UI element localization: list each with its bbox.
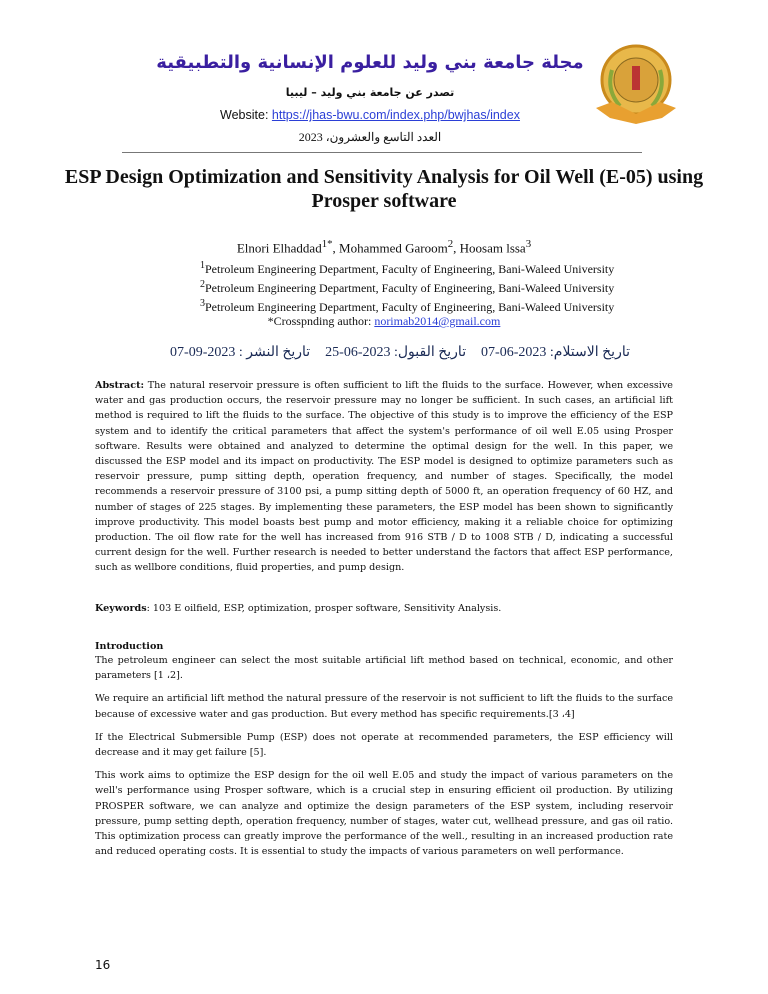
- intro-paragraph: We require an artificial lift method the natural pressure of the reservoir is not sufficient to lift the fluids to the surface because of excessive water and gas production. But every method has specific requirements.[3 ،4]: [95, 693, 673, 720]
- aff-text: Petroleum Engineering Department, Faculty of Engineering, Bani-Waleed University: [205, 262, 615, 276]
- website-line: [120, 108, 620, 122]
- keywords-text: : 103 E oilfield, ESP, optimization, prosper software, Sensitivity Analysis.: [146, 603, 502, 614]
- aff-text: Petroleum Engineering Department, Faculty of Engineering, Bani-Waleed University: [205, 281, 615, 295]
- university-logo: [592, 40, 680, 132]
- affiliation: [200, 296, 614, 315]
- dates-row: [170, 344, 630, 361]
- journal-title: مجلة جامعة بني وليد للعلوم الإنسانية والتطبيقية: [156, 52, 584, 73]
- keywords-label: Keywords: [95, 603, 147, 614]
- intro-paragraph: This work aims to optimize the ESP design for the oil well E.05 and study the impact of various parameters on the well's performance using Prosper software, which is a crucial step in ensuring efficient oil production. By utilizing PROSPER software, we can analyze and optimize the design parameters of the ESP system, including reservoir pressure, pump setting depth, operation frequency, number of stages, water cut, wellhead pressure, and gas oil ratio. This optimization process can greatly improve the performance of the well., resulting in an increased production rate and reduced operating costs. It is essential to study the impacts of various parameters on well performance.: [95, 770, 673, 858]
- author-name: Elnori Elhaddad: [236, 240, 322, 256]
- author-sup: 1*: [321, 238, 333, 250]
- date-received: تاريخ الاستلام: 2023-06-07: [481, 345, 630, 360]
- date-accepted: تاريخ القبول: 2023-06-25: [325, 345, 467, 360]
- corr-email-link[interactable]: norimab2014@gmail.com: [374, 314, 501, 328]
- author-sup: 2: [447, 238, 454, 250]
- keywords: [95, 601, 673, 616]
- affiliation: [200, 277, 614, 296]
- corr-label: *Crosspnding author:: [267, 314, 372, 328]
- author-list: Elnori Elhaddad$^{1*}$, Mohammed Garoom$^2$, Hoosam lssa$^3$: [236, 238, 532, 256]
- intro-paragraph: The petroleum engineer can select the most suitable artificial lift method based on technical, economic, and other parameters [1 ،2].: [95, 655, 673, 682]
- abstract: [95, 378, 673, 576]
- corresponding-author: [60, 314, 708, 329]
- affiliations: [200, 258, 614, 315]
- website-label: Website:: [220, 108, 269, 122]
- author-sup: 3: [525, 238, 532, 250]
- date-published: تاريخ النشر : 2023-09-07: [170, 345, 311, 360]
- intro-paragraph: If the Electrical Submersible Pump (ESP) does not operate at recommended parameters, the ESP efficiency will decrease and it may get failure [5].: [95, 731, 673, 759]
- website-link[interactable]: https://jhas-bwu.com/index.php/bwjhas/index: [271, 108, 520, 122]
- author-name: Mohammed Garoom: [339, 240, 448, 256]
- affiliation: [200, 258, 614, 277]
- abstract-text: The natural reservoir pressure is often sufficient to lift the fluids to the surface. However, when excessive water and gas production occurs, the reservoir pressure may no longer be sufficient. In such cases, an artificial lift method is required to lift the fluids to the surface. The objective of this study is to improve the efficiency of the ESP system and to identify the critical parameters that affect the system's performance of oil well E.05 using Prosper software. Results were obtained and analyzed to determine the optimal design for the well. In this paper, we discussed the ESP model and its impact on productivity. The ESP model is designed to optimize parameters such as reservoir pressure, pump sitting depth, operation frequency, and number of stages. Specifically, the model recommends a reservoir pressure of 3100 psi, a pump sitting depth of 5000 ft, an operation frequency of 60 HZ, and number of stages of 225 stages. By implementing these parameters, the ESP model has been shown to significantly improve productivity. This model boasts best pump and motor efficiency, making it a reliable choice for optimizing production. The oil flow rate for the well has increased from 916 STB / D to 1008 STB / D, indicating a successful current design for the well. Further research is needed to better understand the factors that affect ESP performance, such as wellbore conditions, fluid properties, and pump design.: [95, 380, 673, 574]
- page-number: 16: [95, 958, 111, 972]
- aff-sup: 1: [200, 260, 205, 271]
- paper-title: ESP Design Optimization and Sensitivity Analysis for Oil Well (E-05) using Prosper software: [64, 166, 704, 212]
- abstract-label: Abstract:: [95, 380, 145, 391]
- header-divider: [122, 152, 642, 153]
- intro-heading: Introduction: [95, 641, 164, 652]
- aff-text: Petroleum Engineering Department, Faculty of Engineering, Bani-Waleed University: [205, 300, 615, 314]
- aff-sup: 2: [200, 279, 205, 290]
- introduction-section: [95, 640, 673, 867]
- issue-line: العدد التاسع والعشرون، 2023: [298, 130, 442, 144]
- aff-sup: 3: [200, 298, 205, 309]
- author-name: Hoosam lssa: [459, 240, 526, 256]
- journal-subtitle: تصدر عن جامعة بني وليد – ليبيا: [285, 86, 455, 99]
